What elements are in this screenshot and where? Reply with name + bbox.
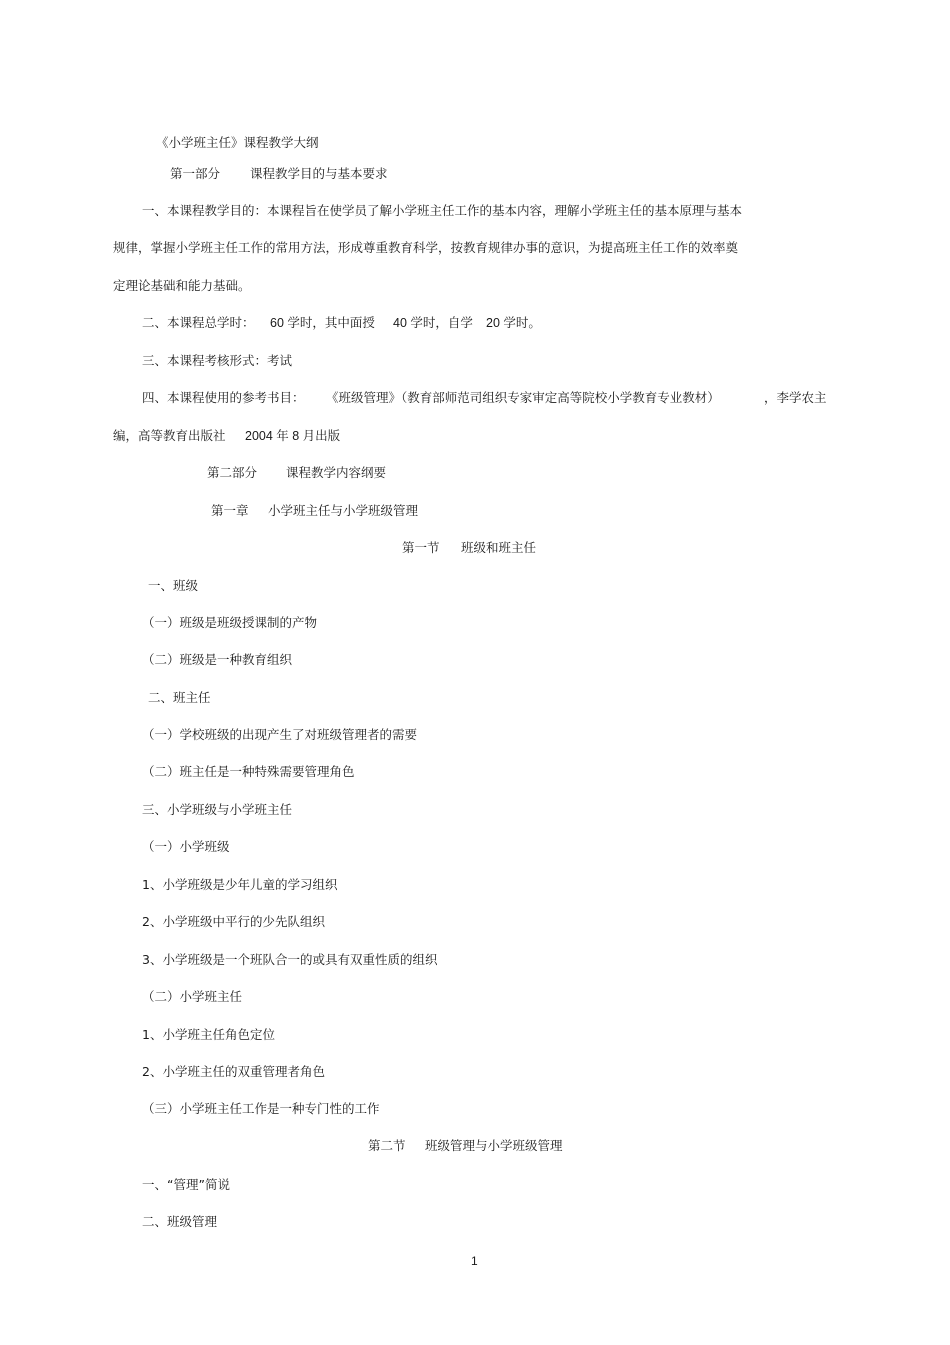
chapter1-title: 小学班主任与小学班级管理 xyxy=(268,503,419,518)
outline-item: （二）班主任是一种特殊需要管理角色 xyxy=(142,764,355,779)
chapter1-number: 第一章 xyxy=(211,503,249,518)
goal-paragraph-line-3: 定理论基础和能力基础。 xyxy=(113,278,251,293)
outline-item: 1、小学班主任角色定位 xyxy=(142,1027,275,1042)
outline-item: 二、班级管理 xyxy=(142,1214,218,1229)
part1-heading-text: 课程教学目的与基本要求 xyxy=(250,166,388,181)
reference-author: ，李学农主 xyxy=(764,390,827,405)
document-title: 《小学班主任》课程教学大纲 xyxy=(156,135,319,150)
outline-item: 一、“管理”简说 xyxy=(142,1177,230,1192)
outline-item: （三）小学班主任工作是一种专门性的工作 xyxy=(142,1101,380,1116)
page-number: 1 xyxy=(471,1254,478,1268)
outline-item: 3、小学班级是一个班队合一的或具有双重性质的组织 xyxy=(142,952,438,967)
self-study-hours-value: 20 学时。 xyxy=(486,316,541,330)
reference-label: 四、本课程使用的参考书目： xyxy=(142,390,305,405)
outline-item: 三、小学班级与小学班主任 xyxy=(142,802,293,817)
outline-item: （二）班级是一种教育组织 xyxy=(142,652,293,667)
outline-item: （一）学校班级的出现产生了对班级管理者的需要 xyxy=(142,727,418,742)
outline-item: 1、小学班级是少年儿童的学习组织 xyxy=(142,877,338,892)
section1-title: 班级和班主任 xyxy=(461,540,537,555)
outline-item: （二）小学班主任 xyxy=(142,989,243,1004)
outline-item: （一）小学班级 xyxy=(142,839,230,854)
reference-book: 《班级管理》（教育部师范司组织专家审定高等院校小学教育专业教材） xyxy=(326,390,720,405)
outline-item: 一、班级 xyxy=(148,578,199,593)
goal-paragraph-line-2: 规律，掌握小学班主任工作的常用方法，形成尊重教育科学，按教育规律办事的意识，为提高班主任工作的效率奠 xyxy=(113,240,739,255)
outline-item: 2、小学班级中平行的少先队组织 xyxy=(142,914,325,929)
outline-item: 2、小学班主任的双重管理者角色 xyxy=(142,1064,325,1079)
goal-paragraph-line-1: 一、本课程教学目的：本课程旨在使学员了解小学班主任工作的基本内容，理解小学班主任的基本原理与基本 xyxy=(142,203,743,218)
total-hours-label: 二、本课程总学时： xyxy=(142,315,255,330)
total-hours-value: 60 学时，其中面授 xyxy=(270,316,375,330)
section2-title: 班级管理与小学班级管理 xyxy=(425,1138,563,1153)
outline-item: 二、班主任 xyxy=(148,690,211,705)
part2-heading-text: 课程教学内容纲要 xyxy=(286,465,387,480)
reference-publisher: 编，高等教育出版社 xyxy=(113,428,226,443)
part2-heading-number: 第二部分 xyxy=(207,465,258,480)
exam-form: 三、本课程考核形式：考试 xyxy=(142,353,293,368)
face-hours-value: 40 学时，自学 xyxy=(393,316,473,330)
section1-number: 第一节 xyxy=(402,540,440,555)
section2-number: 第二节 xyxy=(368,1138,406,1153)
reference-date: 2004 年 8 月出版 xyxy=(245,429,341,443)
outline-item: （一）班级是班级授课制的产物 xyxy=(142,615,318,630)
part1-heading-number: 第一部分 xyxy=(170,166,221,181)
